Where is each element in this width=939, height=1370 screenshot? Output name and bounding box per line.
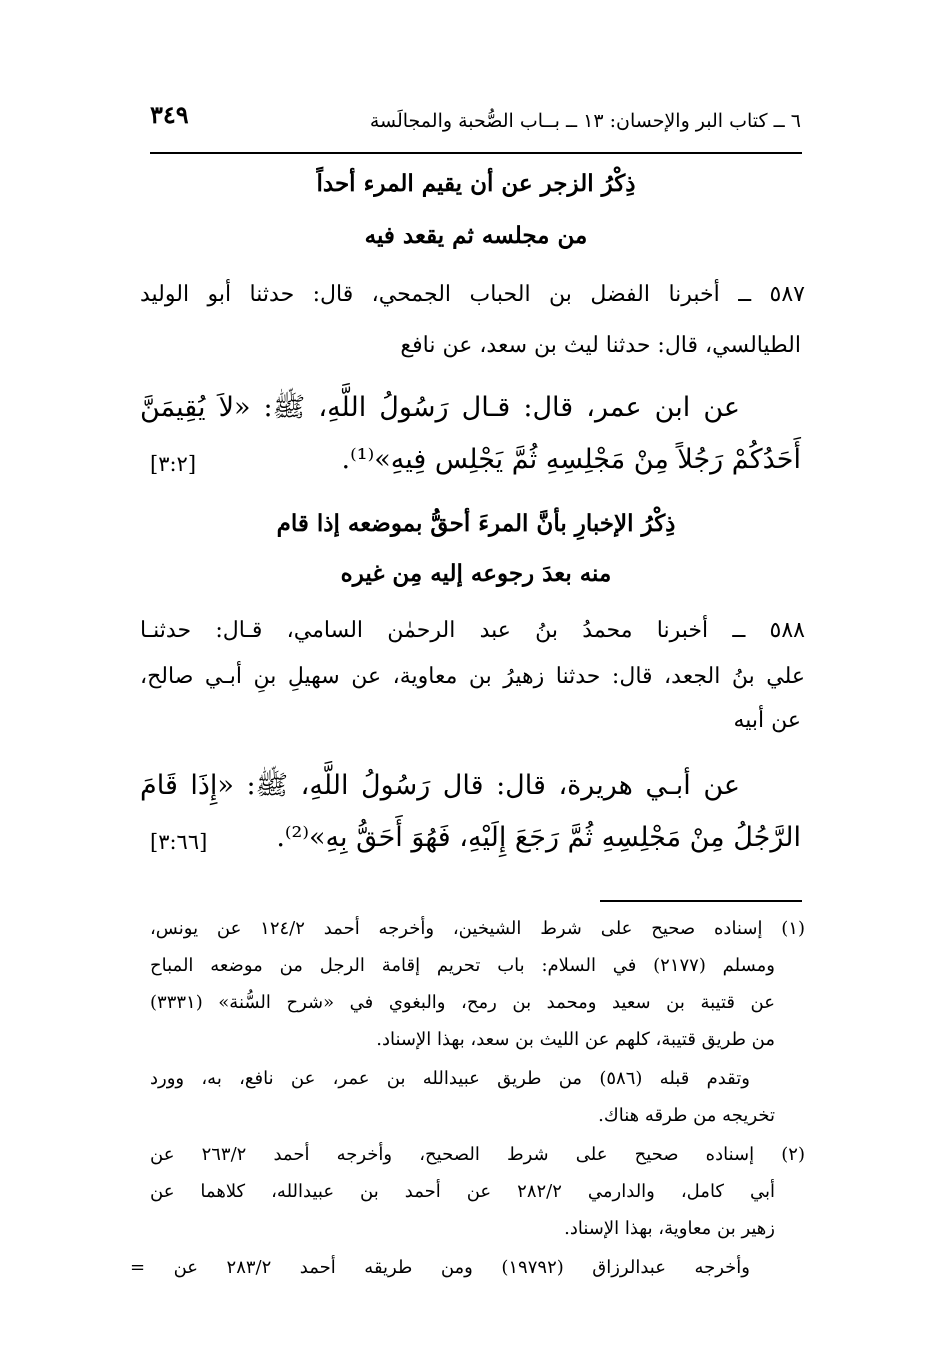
footnote-separator bbox=[600, 900, 802, 902]
footnote-line: (٢) إسناده صحيح على شرط الصحيح، وأخرجه أحمد ٢٦٣/٢ عن bbox=[150, 1144, 805, 1165]
footnote-line: من طريق قتيبة، كلهم عن الليث بن سعد، بهذا الإسناد. bbox=[376, 1029, 775, 1050]
reference-tag: [٣:٦٦] bbox=[150, 830, 208, 854]
page-number: ٣٤٩ bbox=[150, 100, 189, 129]
footnote-line: عن قتيبة بن سعيد ومحمد بن رمح، والبغوي في «شرح السُّنة» (٣٣٣١) bbox=[150, 992, 775, 1013]
isnad-line: عن أبيه bbox=[733, 708, 801, 733]
section-heading-line: ذِكْرُ الإخبارِ بأنَّ المرءَ أحقُّ بموضعه إذا قام bbox=[276, 510, 676, 537]
section-heading-line: منه بعدَ رجوعه إليه مِن غيره bbox=[340, 560, 612, 587]
footnote-line: زهير بن معاوية، بهذا الإسناد. bbox=[564, 1218, 775, 1239]
isnad-line: ٥٨٧ ــ أخبرنا الفضل بن الحباب الجمحي، قال: حدثنا أبو الوليد bbox=[140, 282, 805, 307]
hadith-text-line: أَحَدُكُمْ رَجُلاً مِنْ مَجْلِسِهِ ثُمَّ يَجْلِس فِيهِ»⁽¹⁾. bbox=[341, 444, 801, 475]
isnad-line: علي بنُ الجعد، قال: حدثنا زهيرُ بن معاوية، عن سهيلِ بنِ أبـي صالح، bbox=[140, 664, 805, 689]
section-heading-line: ذِكْرُ الزجر عن أن يقيم المرء أحداً bbox=[316, 170, 636, 197]
header-rule bbox=[150, 152, 802, 154]
running-title: ٦ ــ كتاب البر والإحسان: ١٣ ــ بــاب الصُّحبة والمجالَسة bbox=[369, 110, 801, 132]
footnote-line: وتقدم قبله (٥٨٦) من طريق عبيدالله بن عمر، عن نافع، به، وورد bbox=[150, 1068, 750, 1089]
footnote-line: تخريجه من طرقه هناك. bbox=[598, 1105, 775, 1126]
hadith-text-line: عن أبـي هريرة، قال: قال رَسُولُ اللَّهِ، ﷺ: «إِذَا قَامَ bbox=[140, 770, 740, 801]
footnote-line: (١) إسناده صحيح على شرط الشيخين، وأخرجه أحمد ١٢٤/٢ عن يونس، bbox=[150, 918, 805, 939]
reference-tag: [٣:٢] bbox=[150, 452, 197, 476]
footnote-line: ومسلم (٢١٧٧) في السلام: باب تحريم إقامة الرجل من موضعه المباح bbox=[150, 955, 775, 976]
isnad-line: الطيالسي، قال: حدثنا ليث بن سعد، عن نافع bbox=[400, 333, 801, 358]
footnote-line: أبي كامل، والدارمي ٢٨٢/٢ عن أحمد بن عبيدالله، كلاهما عن bbox=[150, 1181, 776, 1202]
isnad-line: ٥٨٨ ــ أخبرنا محمدُ بنُ عبد الرحمٰن السامي، قـال: حدثنـا bbox=[140, 618, 805, 643]
hadith-text-line: الرَّجُلُ مِنْ مَجْلِسِهِ ثُمَّ رَجَعَ إِلَيْهِ، فَهُوَ أَحَقُّ بِهِ»⁽²⁾. bbox=[276, 822, 801, 853]
footnote-line: وأخرجه عبدالرزاق (١٩٧٩٢) ومن طريقه أحمد ٢٨٣/٢ عن = bbox=[130, 1257, 750, 1278]
hadith-text-line: عن ابن عمر، قال: قـال رَسُولُ اللَّهِ، ﷺ: «لاَ يُقِيمَنَّ bbox=[140, 392, 740, 423]
section-heading-line: من مجلسه ثم يقعد فيه bbox=[364, 222, 588, 249]
